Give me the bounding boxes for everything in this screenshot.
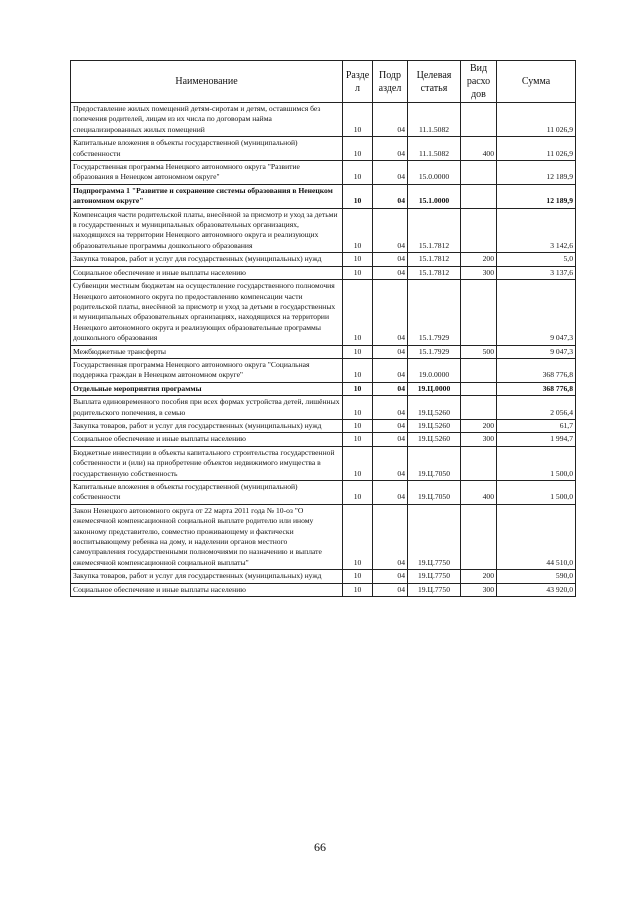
table-row: [71, 358, 576, 382]
row-name: Государственная программа Ненецкого автономного округа "Социальная поддержка граждан в Ненецком автономном округе": [71, 358, 343, 382]
row-name: Компенсация части родительской платы, внесённой за присмотр и уход за детьми в государственных и муниципальных образовательных организациях, находящихся на территории Ненецкого автономного округа и реализующих образовательные программы дошкольного образования: [71, 208, 343, 253]
row-sum: 590,0: [497, 570, 576, 583]
row-target: 15.1.7812: [408, 208, 461, 253]
row-kind: [461, 358, 497, 382]
row-section: 10: [343, 208, 373, 253]
row-subsection: 04: [373, 137, 408, 161]
row-name: Закупка товаров, работ и услуг для государственных (муниципальных) нужд: [71, 570, 343, 583]
table-row: [71, 137, 576, 161]
row-name: Социальное обеспечение и иные выплаты населению: [71, 266, 343, 279]
row-target: 15.1.7929: [408, 280, 461, 345]
row-kind: 200: [461, 253, 497, 266]
row-section: 10: [343, 433, 373, 446]
row-kind: [461, 504, 497, 569]
table-row: [71, 446, 576, 480]
table-row: [71, 208, 576, 253]
row-name: Капитальные вложения в объекты государственной (муниципальной) собственности: [71, 481, 343, 505]
row-target: 19.Ц.7750: [408, 570, 461, 583]
row-sum: 5,0: [497, 253, 576, 266]
row-section: 10: [343, 382, 373, 395]
row-section: 10: [343, 481, 373, 505]
row-target: 19.Ц.7750: [408, 504, 461, 569]
header-subsection: Подр аздел: [373, 61, 408, 103]
table-row: [71, 382, 576, 395]
table-row: [71, 345, 576, 358]
row-kind: [461, 382, 497, 395]
row-sum: 3 142,6: [497, 208, 576, 253]
row-name: Межбюджетные трансферты: [71, 345, 343, 358]
row-section: 10: [343, 504, 373, 569]
row-name: Капитальные вложения в объекты государственной (муниципальной) собственности: [71, 137, 343, 161]
row-sum: 9 047,3: [497, 280, 576, 345]
row-kind: 300: [461, 583, 497, 596]
row-target: 19.Ц.5260: [408, 396, 461, 420]
row-name: Государственная программа Ненецкого автономного округа "Развитие образования в Ненецком автономном округе": [71, 161, 343, 185]
row-section: 10: [343, 345, 373, 358]
row-subsection: 04: [373, 433, 408, 446]
table-row: [71, 280, 576, 345]
row-sum: 2 056,4: [497, 396, 576, 420]
row-kind: 400: [461, 137, 497, 161]
row-target: 15.1.7812: [408, 266, 461, 279]
page-number: 66: [314, 840, 326, 854]
row-subsection: 04: [373, 570, 408, 583]
row-kind: 300: [461, 266, 497, 279]
row-section: 10: [343, 570, 373, 583]
row-sum: 1 500,0: [497, 446, 576, 480]
row-kind: [461, 208, 497, 253]
row-section: 10: [343, 184, 373, 208]
row-target: 19.Ц.5260: [408, 419, 461, 432]
row-section: 10: [343, 103, 373, 137]
row-section: 10: [343, 446, 373, 480]
row-section: 10: [343, 266, 373, 279]
row-sum: 368 776,8: [497, 382, 576, 395]
row-section: 10: [343, 358, 373, 382]
header-kind: Вид расхо дов: [461, 61, 497, 103]
table-row: [71, 266, 576, 279]
header-section: Разде л: [343, 61, 373, 103]
row-kind: [461, 184, 497, 208]
row-sum: 61,7: [497, 419, 576, 432]
row-kind: 200: [461, 419, 497, 432]
row-subsection: 04: [373, 358, 408, 382]
row-name: Отдельные мероприятия программы: [71, 382, 343, 395]
table-row: [71, 419, 576, 432]
row-section: 10: [343, 137, 373, 161]
table-row: [71, 253, 576, 266]
row-section: 10: [343, 280, 373, 345]
row-name: Закупка товаров, работ и услуг для государственных (муниципальных) нужд: [71, 253, 343, 266]
row-subsection: 04: [373, 161, 408, 185]
row-name: Социальное обеспечение и иные выплаты населению: [71, 433, 343, 446]
header-sum: Сумма: [497, 61, 576, 103]
row-sum: 12 189,9: [497, 184, 576, 208]
row-subsection: 04: [373, 382, 408, 395]
row-name: Подпрограмма 1 "Развитие и сохранение системы образования в Ненецком автономном округе": [71, 184, 343, 208]
row-sum: 11 026,9: [497, 137, 576, 161]
row-kind: [461, 396, 497, 420]
row-kind: 300: [461, 433, 497, 446]
row-sum: 1 500,0: [497, 481, 576, 505]
budget-table: [70, 60, 576, 597]
row-target: 15.0.0000: [408, 161, 461, 185]
row-kind: [461, 103, 497, 137]
row-subsection: 04: [373, 208, 408, 253]
row-target: 19.Ц.0000: [408, 382, 461, 395]
row-subsection: 04: [373, 504, 408, 569]
row-name: Закон Ненецкого автономного округа от 22 марта 2011 года № 10-оз "О ежемесячной компенсационной социальной выплате родителю или иному законному представителю, совместно проживающему и фактически воспитывающему ребенка на дому, и наделении органов местного самоуправления государственными полномочиями по назначению и выплате ежемесячной компенсационной социальной выплаты": [71, 504, 343, 569]
row-subsection: 04: [373, 280, 408, 345]
row-section: 10: [343, 253, 373, 266]
row-kind: [461, 161, 497, 185]
row-section: 10: [343, 419, 373, 432]
row-sum: 9 047,3: [497, 345, 576, 358]
table-row: [71, 396, 576, 420]
row-sum: 12 189,9: [497, 161, 576, 185]
table-header-row: [71, 61, 576, 103]
row-subsection: 04: [373, 419, 408, 432]
table-row: [71, 570, 576, 583]
row-subsection: 04: [373, 446, 408, 480]
row-target: 19.Ц.7050: [408, 481, 461, 505]
row-target: 15.1.7812: [408, 253, 461, 266]
row-subsection: 04: [373, 184, 408, 208]
row-kind: 500: [461, 345, 497, 358]
table-row: [71, 583, 576, 596]
row-target: 19.Ц.5260: [408, 433, 461, 446]
row-name: Закупка товаров, работ и услуг для государственных (муниципальных) нужд: [71, 419, 343, 432]
row-name: Выплата единовременного пособия при всех формах устройства детей, лишённых родительского попечения, в семью: [71, 396, 343, 420]
row-sum: 44 510,0: [497, 504, 576, 569]
row-section: 10: [343, 396, 373, 420]
row-sum: 368 776,8: [497, 358, 576, 382]
row-sum: 43 920,0: [497, 583, 576, 596]
row-kind: [461, 446, 497, 480]
table-row: [71, 161, 576, 185]
row-target: 15.1.7929: [408, 345, 461, 358]
row-target: 11.1.5082: [408, 137, 461, 161]
row-subsection: 04: [373, 266, 408, 279]
row-subsection: 04: [373, 103, 408, 137]
row-subsection: 04: [373, 396, 408, 420]
row-section: 10: [343, 583, 373, 596]
row-target: 11.1.5082: [408, 103, 461, 137]
row-name: Бюджетные инвестиции в объекты капитального строительства государственной собственности и (или) на приобретение объектов недвижимого имущества в государственную собственность: [71, 446, 343, 480]
header-name: Наименование: [71, 61, 343, 103]
table-row: [71, 184, 576, 208]
table-row: [71, 481, 576, 505]
row-kind: 400: [461, 481, 497, 505]
row-subsection: 04: [373, 345, 408, 358]
table-row: [71, 103, 576, 137]
row-kind: 200: [461, 570, 497, 583]
row-sum: 11 026,9: [497, 103, 576, 137]
row-subsection: 04: [373, 253, 408, 266]
row-name: Субвенции местным бюджетам на осуществление государственного полномочия Ненецкого автономного округа по предоставлению компенсации части родительской платы, внесённой за присмотр и уход за детьми в государственных и муниципальных образовательных организациях, находящихся на территории Ненецкого автономного округа и реализующих образовательные программы дошкольного образования: [71, 280, 343, 345]
row-kind: [461, 280, 497, 345]
row-sum: 1 994,7: [497, 433, 576, 446]
row-target: 19.0.0000: [408, 358, 461, 382]
row-name: Предоставление жилых помещений детям-сиротам и детям, оставшимся без попечения родителей, лицам из их числа по договорам найма специализированных жилых помещений: [71, 103, 343, 137]
row-subsection: 04: [373, 481, 408, 505]
row-target: 15.1.0000: [408, 184, 461, 208]
row-sum: 3 137,6: [497, 266, 576, 279]
row-section: 10: [343, 161, 373, 185]
row-subsection: 04: [373, 583, 408, 596]
row-target: 19.Ц.7050: [408, 446, 461, 480]
table-row: [71, 433, 576, 446]
header-target: Целевая статья: [408, 61, 461, 103]
row-target: 19.Ц.7750: [408, 583, 461, 596]
table-row: [71, 504, 576, 569]
row-name: Социальное обеспечение и иные выплаты населению: [71, 583, 343, 596]
